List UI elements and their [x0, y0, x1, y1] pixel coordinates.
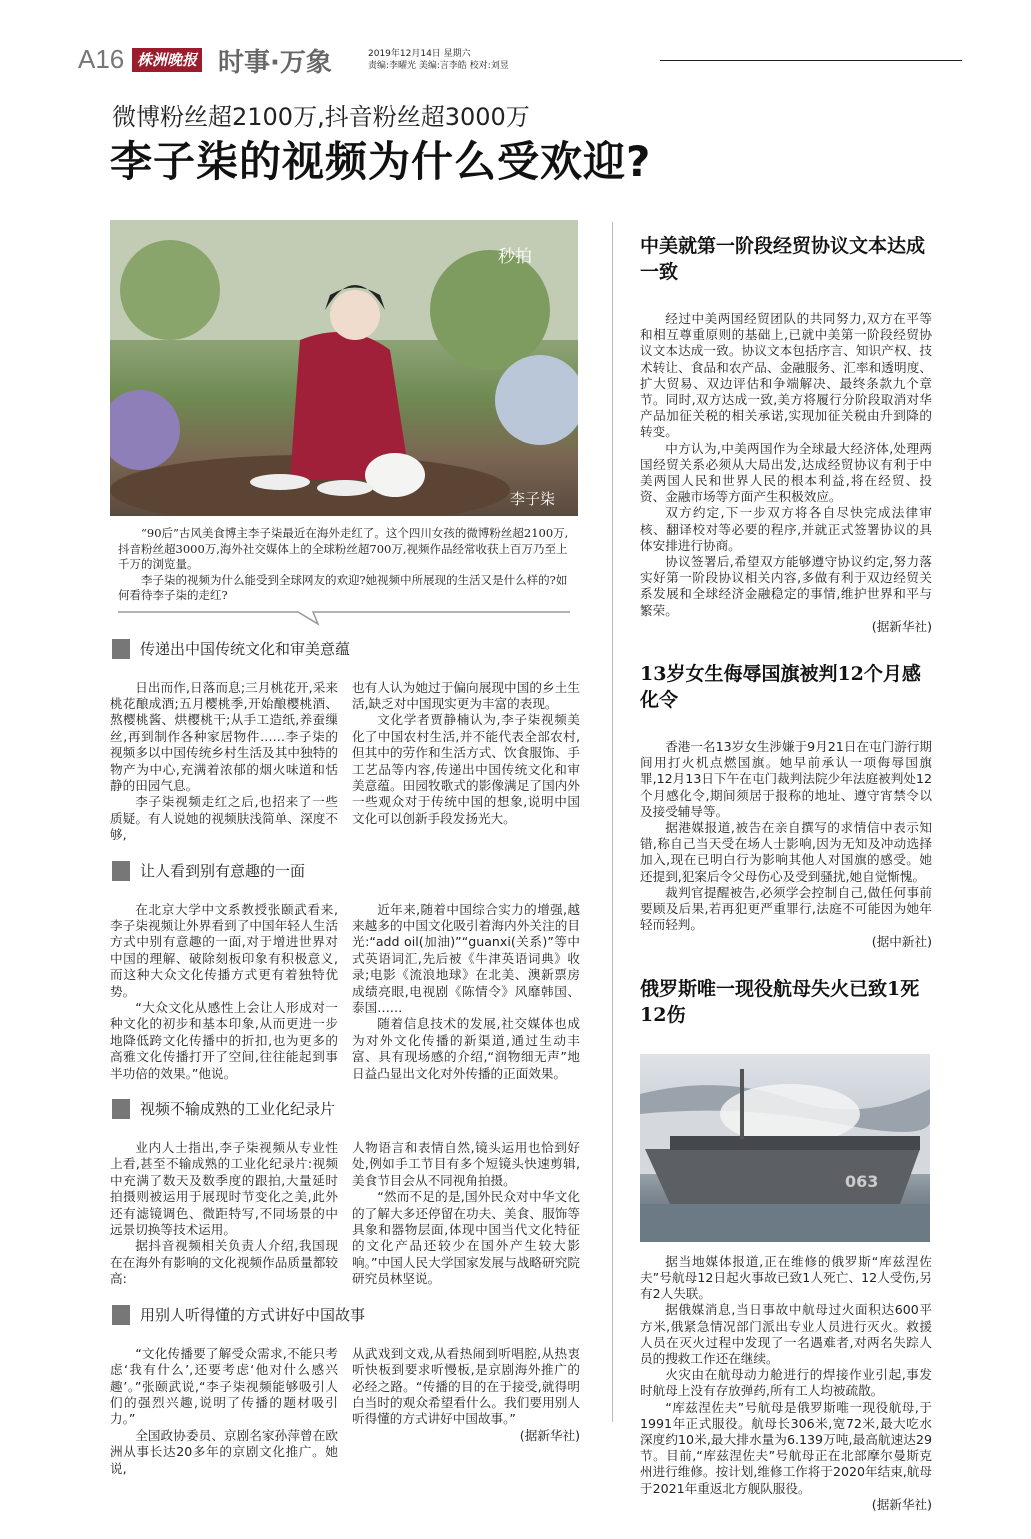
source-credit: (据新华社)	[519, 1427, 580, 1443]
text-column	[110, 680, 338, 844]
paragraph: 中方认为,中美两国作为全球最大经济体,处理两国经贸关系必须从大局出发,达成经贸协议有利于中美两国人民和世界人民的根本利益,将在经贸、投资、金融市场等方面产生积极效应。	[640, 440, 932, 505]
carrier-photo	[640, 1054, 930, 1242]
paragraph: “库兹涅佐夫”号航母是俄罗斯唯一现役航母,于1991年正式服役。航母长306米,宽72米,最大吃水深度约10米,最大排水量为6.139万吨,最高航速达29节。目前,“库兹涅佐夫”号航母正在北部摩尔曼斯克州进行维修。按计划,维修工作将于2020年结束,航母于2021年重返北方舰队服役。	[640, 1399, 932, 1496]
section-heading	[112, 1098, 580, 1120]
right-article-body	[640, 739, 932, 950]
paragraph: 随着信息技术的发展,社交媒体也成为对外文化传播的新渠道,通过生动丰富、具有现场感的介绍,“润物细无声”地日益凸显出文化对外传播的正面效果。	[352, 1016, 580, 1081]
caption-paragraph: “90后”古风美食博主李子柒最近在海外走红了。这个四川女孩的微博粉丝超2100万,抖音粉丝超3000万,海外社交媒体上的全球粉丝超700万,视频作品经常收获上百万乃至上千万的浏览量。	[118, 526, 569, 571]
text-column	[110, 1140, 338, 1288]
hull-number: 063	[845, 1171, 879, 1191]
section-heading-text: 让人看到别有意趣的一面	[140, 861, 306, 880]
text-column	[352, 902, 580, 1082]
article-subtitle: 微博粉丝超2100万,抖音粉丝超3000万	[112, 103, 530, 131]
text-column	[352, 680, 580, 844]
paragraph: 经过中美两国经贸团队的共同努力,双方在平等和相互尊重原则的基础上,已就中美第一阶段经贸协议文本达成一致。协议文本包括序言、知识产权、技术转让、食品和农产品、金融服务、汇率和透明度、扩大贸易、双边评估和争端解决、最终条款九个章节。同时,双方达成一致,美方将履行分阶段取消对华产品加征关税的相关承诺,实现加征关税由升到降的转变。	[640, 311, 932, 440]
section-heading-text: 传递出中国传统文化和审美意蕴	[140, 639, 351, 658]
watermark-name: 李子柒	[510, 490, 556, 508]
column-divider	[612, 222, 613, 1422]
paragraph: 在北京大学中文系教授张颐武看来,李子柒视频让外界看到了中国年轻人生活方式中别有意趣的一面,对于增进世界对中国的理解、破除刻板印象有积极意义,而这种大众文化传播方式更有着独特优势。	[110, 901, 338, 999]
paragraph: 从武戏到文戏,从看热闹到听唱腔,从热衷听快板到要求听慢板,是京剧海外推广的必经之路。“传播的目的在于接受,就得明白当时的观众希望看什么。我们要用别人听得懂的方式讲好中国故事。”	[352, 1345, 580, 1427]
section-heading	[112, 1304, 580, 1326]
page-number: A16	[78, 44, 125, 74]
issue-meta	[368, 48, 509, 72]
paragraph: 业内人士指出,李子柒视频从专业性上看,甚至不输成熟的工业化纪录片:视频中充满了数天及数季度的跟拍,大量延时拍摄则被运用于展现时节变化之美,此外还有滤镜调色、微距特写,不同场景的中远景切换等技术运用。	[110, 1140, 338, 1238]
photo-caption	[110, 522, 580, 604]
section-columns	[110, 902, 580, 1082]
section-columns	[110, 680, 580, 844]
paragraph: 据当地媒体报道,正在维修的俄罗斯“库兹涅佐夫”号航母12日起火事故已致1人死亡、12人受伤,另有2人失联。	[640, 1253, 932, 1302]
lead-photo	[110, 220, 578, 516]
paragraph: 火灾由在航母动力舱进行的焊接作业引起,事发时航母上没有存放弹药,所有工人均被疏散。	[640, 1367, 932, 1399]
paragraph: 全国政协委员、京剧名家孙萍曾在欧洲从事长达20多年的京剧文化推广。她说,	[110, 1427, 338, 1476]
right-article-headline: 中美就第一阶段经贸协议文本达成一致	[640, 235, 926, 283]
paragraph: 双方约定,下一步双方将各自尽快完成法律审核、翻译校对等必要的程序,并就正式签署协议的具体安排进行协商。	[640, 505, 932, 553]
paragraph: 香港一名13岁女生涉嫌于9月21日在屯门游行期间用打火机点燃国旗。她早前承认一项侮辱国旗罪,12月13日下午在屯门裁判法院少年法庭被判处12个月感化令,期间须居于报称的地址、遵守宵禁令以及接受辅导等。	[640, 739, 932, 819]
right-article-body	[640, 311, 932, 635]
paragraph: 人物语言和表情自然,镜头运用也恰到好处,例如手工节目有多个短镜头快速剪辑,美食节目会从不同视角拍摄。	[352, 1140, 580, 1188]
paragraph: 也有人认为她过于偏向展现中国的乡土生活,缺乏对中国现实更为丰富的表现。	[352, 679, 580, 711]
caption-paragraph: 李子柒的视频为什么能受到全球网友的欢迎?她视频中所展现的生活又是什么样的?如何看待李子柒的走红?	[118, 572, 568, 602]
section-heading	[112, 860, 580, 882]
section-marker-icon	[112, 1305, 130, 1325]
section-heading-text: 视频不输成熟的工业化纪录片	[140, 1100, 336, 1119]
text-column	[352, 1140, 580, 1288]
section-marker-icon	[112, 639, 130, 659]
caption-bubble-border	[118, 608, 570, 626]
paragraph: 日出而作,日落而息;三月桃花开,采来桃花酿成酒;五月樱桃季,开始酿樱桃酒、熬樱桃酱、烘樱桃干;从手工造纸,养蚕缫丝,再到制作各种家居物件……李子柒的视频多以中国传统乡村生活及其中独特的物产为中心,充满着浓郁的烟火味道和恬静的田园气息。	[110, 679, 338, 793]
section-name: 时事·万象	[218, 48, 332, 78]
section-heading	[112, 638, 580, 660]
source-credit: (据中新社)	[871, 933, 932, 949]
newspaper-logo: 株洲晚报	[132, 48, 202, 72]
paragraph: 李子柒视频走红之后,也招来了一些质疑。有人说她的视频肤浅简单、深度不够,	[110, 794, 338, 843]
paragraph: “文化传播要了解受众需求,不能只考虑‘我有什么’,还要考虑‘他对什么感兴趣’。”张颐武说,“李子柒视频能够吸引人们的强烈兴趣,说明了传播的题材吸引力。”	[110, 1345, 338, 1427]
section-marker-icon	[112, 861, 130, 881]
paragraph: 文化学者贾静楠认为,李子柒视频美化了中国农村生活,并不能代表全部农村,但其中的劳作和生活方式、饮食服饰、手工艺品等内容,传递出中国传统文化和审美意蕴。田园牧歌式的影像满足了国内外一些观众对于传统中国的想象,说明中国文化可以创新手段发扬光大。	[352, 712, 580, 826]
section-heading-text: 用别人听得懂的方式讲好中国故事	[140, 1305, 366, 1324]
paragraph: 协议签署后,希望双方能够遵守协议约定,努力落实好第一阶段协议相关内容,多做有利于双边经贸关系发展和全球经济金融稳定的事情,维护世界和平与繁荣。	[640, 554, 932, 618]
watermark-app: 秒拍	[498, 247, 532, 267]
source-credit: (据新华社)	[871, 618, 932, 634]
paragraph: 近年来,随着中国综合实力的增强,越来越多的中国文化吸引着海内外关注的目光:“add oil(加油)”“guanxi(关系)”等中式英语词汇,先后被《牛津英语词典》收录;电影《流浪地球》在北美、澳新票房成绩亮眼,电视剧《陈情令》风靡韩国、泰国……	[352, 901, 580, 1015]
right-article-body	[640, 1254, 932, 1513]
paragraph: 据港媒报道,被告在亲自撰写的求情信中表示知错,称自己当天受在场人士影响,因为无知及冲动选择加入,现在已明白行为影响其他人对国旗的感受。她还提到,犯案后令父母伤心及受到骚扰,她自觉惭愧。	[640, 820, 932, 884]
source-credit: (据新华社)	[871, 1496, 932, 1512]
right-column	[640, 233, 932, 1539]
article-title: 李子柒的视频为什么受欢迎?	[110, 137, 652, 186]
paragraph: 据抖音视频相关负责人介绍,我国现在在海外有影响的文化视频作品质量都较高:	[110, 1238, 338, 1287]
header-rule	[660, 60, 962, 61]
right-article-headline: 13岁女生侮辱国旗被判12个月感化令	[640, 663, 921, 712]
paragraph: “然而不足的是,国外民众对中华文化的了解大多还停留在功夫、美食、服饰等具象和器物层面,体现中国当代文化特征的文化产品还较少在国外产生较大影响。”中国人民大学国家发展与战略研究院研究员林坚说。	[352, 1189, 580, 1287]
section-columns	[110, 1140, 580, 1288]
editor-credits: 责编:李曜光 美编:言李皓 校对:刘昱	[368, 61, 509, 71]
carrier-photo-illustration	[640, 1054, 930, 1242]
section-columns	[110, 1346, 580, 1477]
issue-date: 2019年12月14日 星期六	[368, 49, 471, 59]
paragraph: “大众文化从感性上会让人形成对一种文化的初步和基本印象,从而更进一步地降低跨文化传播中的折扣,也为更多的高雅文化传播打开了空间,往往能起到事半功倍的效果。”他说。	[110, 1000, 338, 1081]
text-column	[352, 1346, 580, 1477]
section-marker-icon	[112, 1099, 130, 1119]
main-article-body	[110, 522, 580, 1493]
text-column	[110, 902, 338, 1082]
paragraph: 裁判官提醒被告,必须学会控制自己,做任何事前要顾及后果,若再犯更严重罪行,法庭不可能因为她年轻而轻判。	[640, 884, 932, 933]
paragraph: 据俄媒消息,当日事故中航母过火面积达600平方米,俄紧急情况部门派出专业人员进行灭火。救援人员在灭火过程中发现了一名遇难者,对两名失踪人员的搜救工作还在继续。	[640, 1302, 932, 1366]
right-article-headline: 俄罗斯唯一现役航母失火已致1死12伤	[640, 977, 920, 1026]
text-column	[110, 1346, 338, 1477]
